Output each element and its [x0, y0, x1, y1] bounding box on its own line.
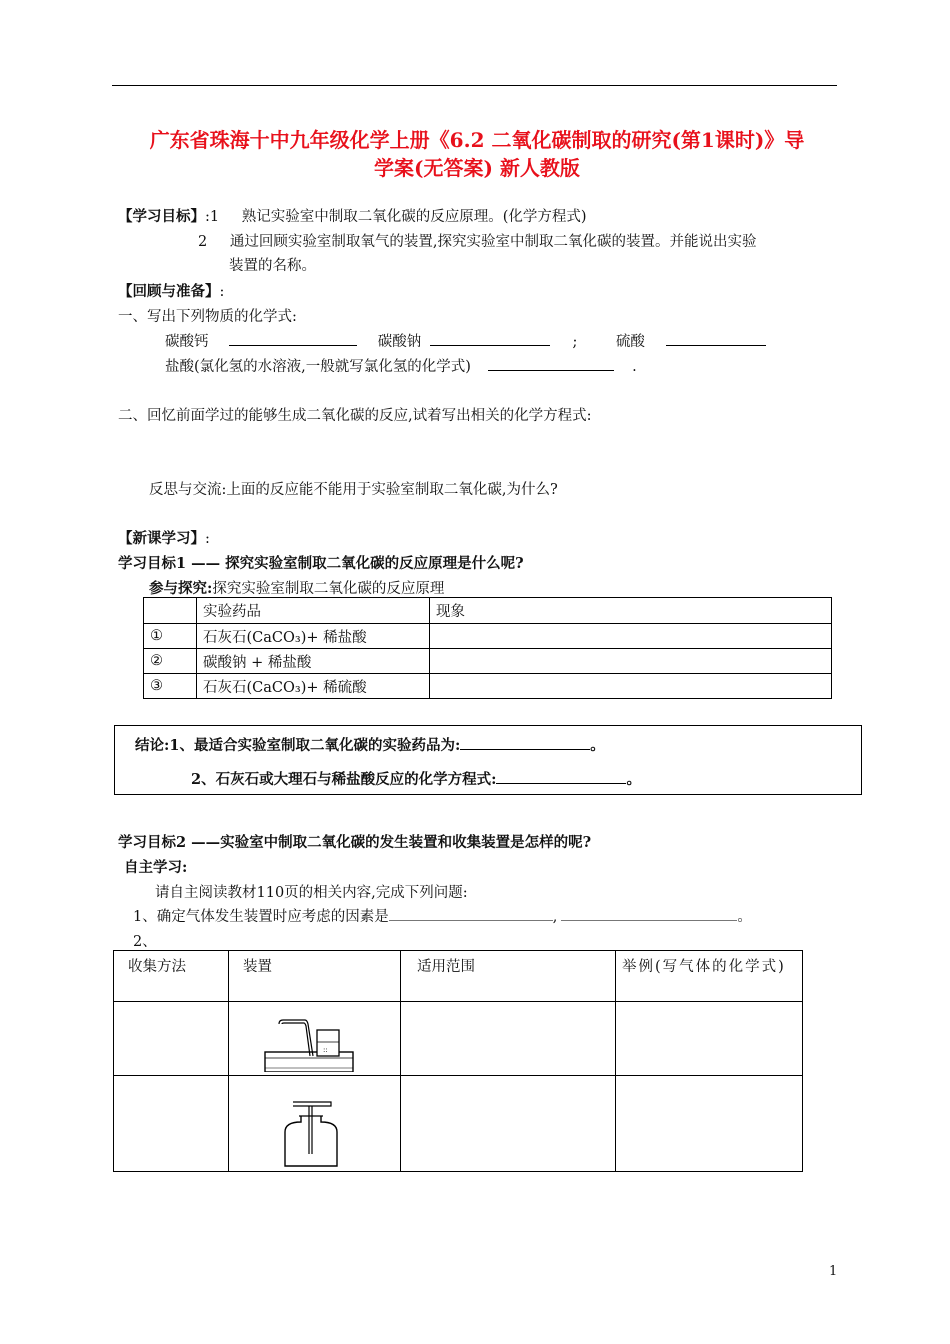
table-row: ① 石灰石(CaCO₃)+ 稀盐酸 — [144, 624, 832, 649]
phenomenon-cell[interactable] — [430, 649, 832, 674]
range-cell[interactable] — [401, 1002, 616, 1076]
answer-blank[interactable] — [488, 356, 614, 371]
formula-row-1: 碳酸钙 碳酸钠 ; 硫酸 — [165, 330, 766, 351]
self-study-label: 自主学习: — [124, 859, 188, 876]
gas-jar-apparatus-icon — [273, 1096, 363, 1171]
target-2: 学习目标2 ——实验室中制取二氧化碳的发生装置和收集装置是怎样的呢? — [118, 834, 592, 851]
goal-1: 熟记实验室中制取二氧化碳的反应原理。(化学方程式) — [241, 209, 587, 225]
formula-row-2: 盐酸(氯化氢的水溶液,一般就写氯化氢的化学式) . — [165, 355, 637, 376]
newlesson-label: 【新课学习】 — [118, 530, 205, 547]
header-example: 举例(写气体的化学式) — [616, 951, 803, 1002]
item-calcium-carbonate: 碳酸钙 — [165, 334, 209, 350]
answer-blank[interactable] — [229, 331, 357, 346]
goal-2-num: 2 — [198, 234, 208, 250]
goals-label: 【学习目标】 — [118, 208, 205, 225]
goal-2-line2: 装置的名称。 — [229, 258, 316, 274]
water-trough-apparatus-icon — [255, 1012, 375, 1072]
table-row — [114, 1076, 803, 1172]
collection-table — [113, 950, 803, 1172]
header-device: 装置 — [229, 951, 401, 1002]
explore-text: 探究实验室制取二氧化碳的反应原理 — [212, 581, 445, 597]
phenomenon-cell[interactable] — [430, 674, 832, 699]
goals-row2 — [198, 230, 756, 251]
conclusion-1: 结论:1、最适合实验室制取二氧化碳的实验药品为: 。 — [135, 737, 605, 754]
target-1: 学习目标1 —— 探究实验室制取二氧化碳的反应原理是什么呢? — [118, 555, 524, 572]
table-row: ③ 石灰石(CaCO₃)+ 稀硫酸 — [144, 674, 832, 699]
table-row — [114, 1002, 803, 1076]
table-header-row — [144, 598, 832, 624]
table-row: ② 碳酸钠 + 稀盐酸 — [144, 649, 832, 674]
header-range: 适用范围 — [401, 951, 616, 1002]
header-reagents: 实验药品 — [197, 598, 430, 624]
read-instruction: 请自主阅读教材110页的相关内容,完成下列问题: — [155, 885, 468, 901]
header-phenomenon: 现象 — [430, 598, 832, 624]
table-header-row — [114, 951, 803, 1002]
review-q1: 一、写出下列物质的化学式: — [118, 309, 297, 325]
answer-blank[interactable] — [561, 906, 737, 921]
device-cell — [229, 1002, 401, 1076]
answer-blank[interactable] — [430, 331, 550, 346]
item-hydrochloric-acid: 盐酸(氯化氢的水溶液,一般就写氯化氢的化学式) — [165, 359, 471, 375]
conclusion-2: 2、石灰石或大理石与稀盐酸反应的化学方程式: 。 — [191, 771, 641, 788]
method-cell[interactable] — [114, 1002, 229, 1076]
question-2: 2、 — [133, 934, 157, 950]
goals-row1 — [118, 205, 587, 226]
item-sulfuric-acid: 硫酸 — [615, 334, 645, 350]
answer-blank[interactable] — [389, 906, 553, 921]
method-cell[interactable] — [114, 1076, 229, 1172]
answer-blank[interactable] — [460, 735, 590, 750]
example-cell[interactable] — [616, 1002, 803, 1076]
goal-2-text: 通过回顾实验室制取氧气的装置,探究实验室中制取二氧化碳的装置。并能说出实验 — [229, 234, 757, 250]
reflect-question: 反思与交流:上面的反应能不能用于实验室制取二氧化碳,为什么? — [149, 482, 558, 498]
explore-row — [149, 577, 444, 598]
header-method: 收集方法 — [114, 951, 229, 1002]
svg-text:::: :: — [323, 1046, 328, 1054]
answer-blank[interactable] — [666, 331, 766, 346]
range-cell[interactable] — [401, 1076, 616, 1172]
answer-blank[interactable] — [496, 769, 626, 784]
review-heading: 【回顾与准备】: — [118, 283, 225, 300]
question-1: 1、确定气体发生装置时应考虑的因素是 , 。 — [133, 905, 752, 926]
newlesson-heading: 【新课学习】: — [118, 530, 210, 547]
review-label: 【回顾与准备】 — [118, 283, 220, 300]
goals-sep: :1 — [205, 209, 220, 225]
item-sodium-carbonate: 碳酸钠 — [377, 334, 422, 350]
doc-title-line2: 学案(无答案) 新人教版 — [374, 156, 580, 180]
device-cell — [229, 1076, 401, 1172]
conclusion-box — [114, 725, 862, 795]
header-rule — [112, 85, 837, 86]
explore-label: 参与探究: — [149, 580, 213, 597]
example-cell[interactable] — [616, 1076, 803, 1172]
reagent-table — [143, 597, 832, 699]
doc-title-line1: 广东省珠海十中九年级化学上册《6.2 二氧化碳制取的研究(第1课时)》导 — [149, 128, 805, 152]
page-number: 1 — [829, 1264, 838, 1279]
phenomenon-cell[interactable] — [430, 624, 832, 649]
review-q2: 二、回忆前面学过的能够生成二氧化碳的反应,试着写出相关的化学方程式: — [118, 408, 592, 424]
